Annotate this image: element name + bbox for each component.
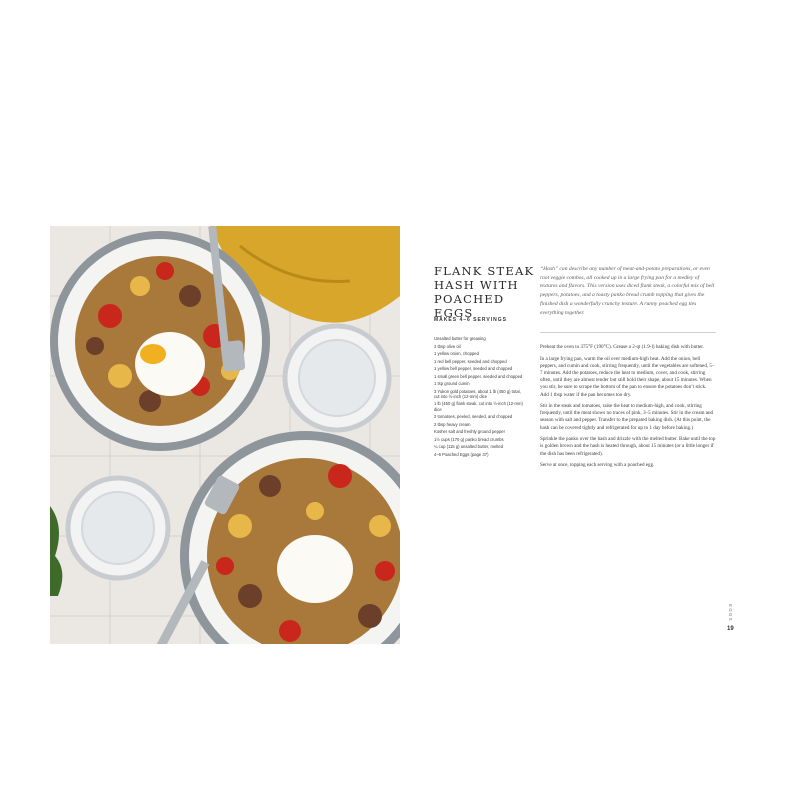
method-step: In a large frying pan, warm the oil over medium-high heat. Add the onion, bell peppers, and cumin and cook, stirring frequently, until the vegetables are softened, 5–7 minutes. Add the potatoes, reduce the heat to medium, cover, and cook, stirring often, until they are almost tender but still hold their shape, about 15 minutes. When you stir, be sure to scrape the bottom of the pan to ensure the potatoes don’t stick. Add 1 tbsp water if the pan becomes too dry. [540, 355, 715, 398]
section-divider [540, 332, 716, 333]
servings-label: MAKES 4–6 SERVINGS [434, 317, 507, 323]
ingredient-item: 3 Yukon gold potatoes, about 1 lb (450 g) total, cut into ½-inch (12-mm) dice [434, 388, 521, 399]
method-step: Preheat the oven to 375°F (190°C). Grease a 2-qt (1.9-l) baking dish with butter. [540, 344, 704, 350]
method-step: Serve at once, topping each serving with a poached egg. [540, 462, 655, 469]
ingredient-item: 4–6 Poached Eggs (page 37) [434, 451, 489, 457]
ingredient-item: 2 tbsp heavy cream [434, 421, 471, 427]
recipe-intro: “Hash” can describe any number of meat-and-potato preparations, or even root veggie combos, all cooked up in a large frying pan for a medley of textures and flavors. This version uses diced flank steak, a colorful mix of bell peppers, potatoes, and a toasty panko bread crumb topping that gives the finished dish a wonderfully crunchy texture. A runny poached egg ties everything together. [540, 266, 715, 316]
ingredient-item: ¼ cup (115 g) unsalted butter, melted [434, 444, 504, 450]
ingredient-item: 1½ cups (170 g) panko bread crumbs [434, 436, 504, 442]
ingredient-item: 1 lb (450 g) flank steak, cut into ½-inch (12-mm) dice [434, 401, 523, 412]
ingredient-item: 1 tsp ground cumin [434, 381, 470, 386]
ingredient-item: 2 tbsp olive oil [434, 343, 461, 349]
ingredient-item: Kosher salt and freshly ground pepper [434, 429, 505, 435]
ingredient-list [434, 336, 526, 459]
ingredient-item: 1 yellow onion, chopped [434, 351, 479, 356]
method-step: Sprinkle the panko over the hash and drizzle with the melted butter. Bake until the top is golden brown and the hash is heated through, about 15 minutes (or a little longer if the dish has been refrigerated). [540, 436, 716, 457]
method-steps [540, 344, 716, 474]
food-photo-icon [50, 226, 400, 644]
ingredient-item: 2 tomatoes, peeled, seeded, and chopped [434, 414, 513, 420]
recipe-title: FLANK STEAK HASH WITH POACHED EGGS [434, 264, 535, 320]
section-running-head: EGGS [728, 604, 733, 622]
recipe-photo [50, 226, 400, 644]
ingredient-item: 1 small green bell pepper, seeded and chopped [434, 373, 523, 379]
ingredient-item: Unsalted butter for greasing [434, 336, 486, 341]
method-step: Stir in the steak and tomatoes, raise the heat to medium-high, and cook, stirring frequently, until the meat shows no traces of pink, 3–5 minutes. Stir in the cream and season with salt and pepper. Transfer to the prepared baking dish. (At this point, the hash can be covered tightly and refrigerated for up to 1 day before baking.) [540, 403, 714, 431]
page-number: 19 [727, 626, 734, 632]
ingredient-item: 1 yellow bell pepper, seeded and chopped [434, 366, 513, 371]
ingredient-item: 1 red bell pepper, seeded and chopped [434, 358, 507, 364]
